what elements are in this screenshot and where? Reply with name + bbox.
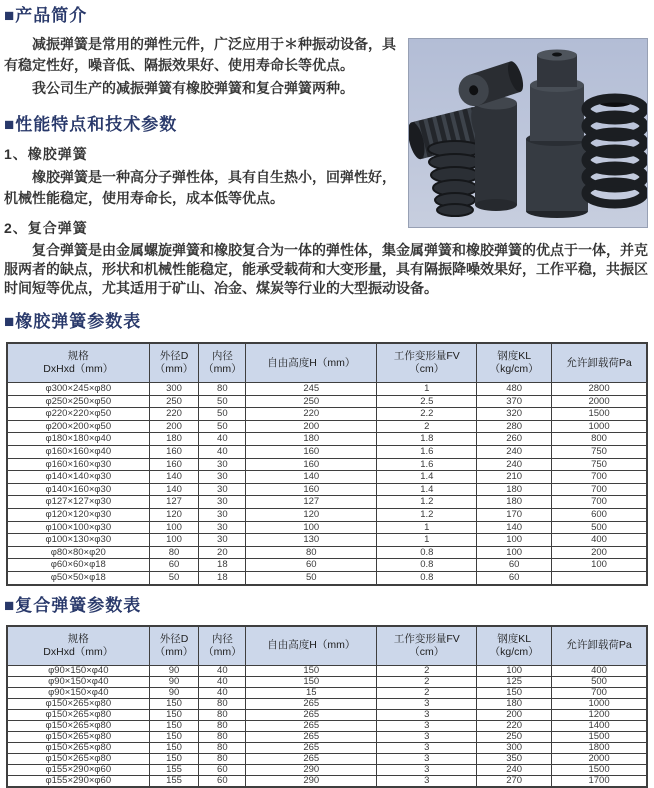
table-cell: 250 [149,395,199,408]
table-cell: 200 [477,709,552,720]
table-cell: 160 [246,445,377,458]
table-cell: 3 [377,775,477,787]
table-cell: 1000 [552,698,647,709]
table-cell: φ150×265×φ80 [7,742,149,753]
table-row [7,764,647,775]
table-cell: 150 [149,720,199,731]
table-cell: 40 [199,687,246,698]
table-cell: φ150×265×φ80 [7,720,149,731]
column-header: 规格 DxHxd（mm） [7,626,149,666]
spring-products-image [409,39,647,227]
table-cell: 400 [552,534,647,547]
table-cell: 20 [199,546,246,559]
table-cell: 30 [199,483,246,496]
table-cell: φ220×220×φ50 [7,408,149,421]
table-cell: 30 [199,534,246,547]
table-cell: 1700 [552,775,647,787]
table-cell: 3 [377,764,477,775]
table-cell: 2 [377,687,477,698]
table-cell: 90 [149,687,199,698]
table-cell: φ250×250×φ50 [7,395,149,408]
column-header: 钢度KL （kg/cm） [477,626,552,666]
table-cell: 170 [477,508,552,521]
table-cell: 50 [199,420,246,433]
table-cell: 240 [477,445,552,458]
table-cell: 200 [149,420,199,433]
section-title-intro: ■产品简介 [4,6,88,25]
table-cell: 0.8 [377,571,477,584]
table-cell: 265 [246,753,377,764]
table-cell: 200 [246,420,377,433]
table-row [7,676,647,687]
table-cell: 60 [246,559,377,572]
table-cell: 150 [149,698,199,709]
table-cell: 140 [477,521,552,534]
column-header: 允许卸载荷Pa [552,343,647,383]
table-cell: 700 [552,687,647,698]
table-cell: 1.6 [377,445,477,458]
table-cell: 150 [246,676,377,687]
table-cell: 260 [477,433,552,446]
table-row [7,742,647,753]
table-cell: 80 [199,753,246,764]
table-cell: 160 [246,458,377,471]
table-cell: 2000 [552,753,647,764]
table-cell: 50 [199,408,246,421]
table-cell: 100 [477,665,552,676]
column-header: 内径 （mm） [199,626,246,666]
table-cell: 100 [477,546,552,559]
table-cell: 18 [199,571,246,584]
section-title-features: ■性能特点和技术参数 [4,115,178,134]
rubber-table-body [7,383,647,585]
table-cell: φ50×50×φ18 [7,571,149,584]
table-cell: 180 [149,433,199,446]
table-cell: φ155×290×φ60 [7,764,149,775]
table-cell: 125 [477,676,552,687]
table-cell: 40 [199,665,246,676]
table-cell: 240 [477,458,552,471]
table-cell: 700 [552,496,647,509]
table-cell: 3 [377,720,477,731]
table-cell: 150 [149,731,199,742]
table-cell: 100 [477,534,552,547]
table-cell: 155 [149,775,199,787]
table-row [7,433,647,446]
table-cell: φ90×150×φ40 [7,687,149,698]
table-cell: 50 [149,571,199,584]
table-row [7,458,647,471]
table-cell: 300 [149,383,199,396]
table-cell: 1 [377,383,477,396]
table-cell: 600 [552,508,647,521]
table-cell: φ180×180×φ40 [7,433,149,446]
table-cell: 1000 [552,420,647,433]
table-cell: 155 [149,764,199,775]
table-cell: 265 [246,742,377,753]
feature-rubber-title: 1、橡胶弹簧 [4,146,88,162]
table-cell: 1 [377,521,477,534]
feature-rubber-text: 橡胶弹簧是一种高分子弹性体，具有自生热小，回弹性好，机械性能稳定，使用寿命长，成本低等优点。 [4,169,396,206]
table-cell: 480 [477,383,552,396]
table-cell: 400 [552,665,647,676]
table-cell: 80 [199,731,246,742]
table-cell: 220 [477,720,552,731]
table-cell: 265 [246,698,377,709]
table-row [7,709,647,720]
table-cell: 500 [552,521,647,534]
table-cell: 180 [246,433,377,446]
table-cell: 3 [377,709,477,720]
table-cell: 1400 [552,720,647,731]
table-cell: 30 [199,471,246,484]
table-cell: 290 [246,764,377,775]
table-cell: 160 [149,445,199,458]
table-cell: 180 [477,698,552,709]
table-row [7,559,647,572]
table-cell: φ155×290×φ60 [7,775,149,787]
table-cell: 150 [149,753,199,764]
table-cell: 18 [199,559,246,572]
table-row [7,698,647,709]
table-cell: 210 [477,471,552,484]
table-row [7,546,647,559]
table-cell: 250 [477,731,552,742]
column-header: 外径D （mm） [149,626,199,666]
table-cell: 30 [199,458,246,471]
table-cell: 2 [377,676,477,687]
table-row [7,508,647,521]
intro-paragraph-2: 我公司生产的减振弹簧有橡胶弹簧和复合弹簧两种。 [32,80,354,96]
table-cell: φ150×265×φ80 [7,731,149,742]
table-cell: 80 [199,720,246,731]
composite-table-header [7,626,647,666]
table-cell: 2 [377,420,477,433]
table-cell: 100 [246,521,377,534]
table-cell: 30 [199,521,246,534]
column-header: 规格 DxHxd（mm） [7,343,149,383]
composite-table-body [7,665,647,787]
table-cell: 800 [552,433,647,446]
table-cell: φ150×265×φ80 [7,709,149,720]
table-row [7,420,647,433]
table-cell: 1.4 [377,471,477,484]
table-cell: 280 [477,420,552,433]
table-cell: 250 [246,395,377,408]
table-cell: 140 [246,471,377,484]
table-cell: 0.8 [377,559,477,572]
table-row [7,496,647,509]
table-cell: 100 [149,534,199,547]
table-cell: φ90×150×φ40 [7,676,149,687]
table-cell: 750 [552,445,647,458]
table-cell: 1.8 [377,433,477,446]
table-cell: 200 [552,546,647,559]
table-cell: 160 [149,458,199,471]
table-cell: 80 [199,742,246,753]
product-photo [408,38,648,228]
composite-spring-params-table [6,625,648,788]
table-cell: 3 [377,731,477,742]
table-cell: 50 [199,395,246,408]
table-cell: 120 [149,508,199,521]
table-cell: 40 [199,676,246,687]
table-cell: φ90×150×φ40 [7,665,149,676]
table-cell: φ80×80×φ20 [7,546,149,559]
table-cell: 180 [477,483,552,496]
table-cell: 270 [477,775,552,787]
table-cell: 30 [199,508,246,521]
table-cell: φ127×127×φ30 [7,496,149,509]
table-cell: 150 [149,742,199,753]
table-cell: 1500 [552,731,647,742]
table-cell: 3 [377,698,477,709]
column-header: 工作变形量FV （cm） [377,626,477,666]
table-cell: 700 [552,471,647,484]
table-cell: 127 [246,496,377,509]
table-cell: φ300×245×φ80 [7,383,149,396]
table-cell: 30 [199,496,246,509]
table-cell: 80 [246,546,377,559]
table-cell: 150 [149,709,199,720]
table-cell: 370 [477,395,552,408]
table-cell: 290 [246,775,377,787]
table-cell: 1.4 [377,483,477,496]
table-cell: 750 [552,458,647,471]
column-header: 自由高度H（mm） [246,343,377,383]
table-cell: 240 [477,764,552,775]
table-row [7,395,647,408]
table-cell: φ60×60×φ18 [7,559,149,572]
table-cell: 2800 [552,383,647,396]
table-row [7,665,647,676]
table-cell: 300 [477,742,552,753]
table-cell: 60 [477,571,552,584]
table-cell: 60 [149,559,199,572]
table-cell: 0.8 [377,546,477,559]
table-cell: 2 [377,665,477,676]
table-cell: 140 [149,483,199,496]
header-row [7,626,647,666]
table-cell: 100 [149,521,199,534]
table-row [7,383,647,396]
table-cell: 80 [199,709,246,720]
table-cell: φ150×265×φ80 [7,698,149,709]
table-cell: 265 [246,731,377,742]
section-title-rubber-table: ■橡胶弹簧参数表 [4,312,142,331]
table-cell: 60 [199,764,246,775]
table-cell: 40 [199,433,246,446]
table-cell [552,571,647,584]
table-cell: 2.2 [377,408,477,421]
table-cell: 127 [149,496,199,509]
table-cell: 220 [149,408,199,421]
table-cell: 60 [199,775,246,787]
table-cell: 500 [552,676,647,687]
table-cell: 1500 [552,764,647,775]
column-header: 钢度KL （kg/cm） [477,343,552,383]
table-cell: 80 [149,546,199,559]
table-cell: 80 [199,383,246,396]
table-cell: 150 [477,687,552,698]
table-cell: 50 [246,571,377,584]
table-cell: 1 [377,534,477,547]
table-cell: 1200 [552,709,647,720]
table-row [7,471,647,484]
table-cell: 100 [552,559,647,572]
table-row [7,753,647,764]
table-cell: 320 [477,408,552,421]
table-cell: 350 [477,753,552,764]
table-cell: 2000 [552,395,647,408]
table-cell: 90 [149,676,199,687]
table-row [7,521,647,534]
table-cell: φ140×160×φ30 [7,483,149,496]
table-cell: 15 [246,687,377,698]
table-cell: 90 [149,665,199,676]
table-cell: 265 [246,720,377,731]
table-cell: φ200×200×φ50 [7,420,149,433]
table-cell: φ160×160×φ40 [7,445,149,458]
table-cell: φ120×120×φ30 [7,508,149,521]
table-cell: 150 [246,665,377,676]
rubber-spring-params-table [6,342,648,586]
table-cell: 220 [246,408,377,421]
table-cell: 3 [377,742,477,753]
rubber-table-header [7,343,647,383]
table-cell: 180 [477,496,552,509]
table-row [7,408,647,421]
column-header: 允许卸载荷Pa [552,626,647,666]
table-cell: 2.5 [377,395,477,408]
table-row [7,731,647,742]
coil-spring-shape [586,97,644,204]
table-cell: 130 [246,534,377,547]
table-row [7,720,647,731]
table-cell: 120 [246,508,377,521]
section-title-composite-table: ■复合弹簧参数表 [4,595,142,615]
table-cell: 3 [377,753,477,764]
table-cell: φ140×140×φ30 [7,471,149,484]
table-cell: φ100×100×φ30 [7,521,149,534]
table-cell: 1.6 [377,458,477,471]
table-row [7,571,647,584]
table-cell: φ160×160×φ30 [7,458,149,471]
table-row [7,483,647,496]
table-cell: 140 [149,471,199,484]
column-header: 外径D （mm） [149,343,199,383]
column-header: 自由高度H（mm） [246,626,377,666]
table-cell: 40 [199,445,246,458]
table-row [7,775,647,787]
table-cell: 265 [246,709,377,720]
table-row [7,687,647,698]
table-cell: 700 [552,483,647,496]
table-cell: 245 [246,383,377,396]
table-cell: φ150×265×φ80 [7,753,149,764]
table-cell: φ100×130×φ30 [7,534,149,547]
table-cell: 80 [199,698,246,709]
table-cell: 1800 [552,742,647,753]
intro-paragraph-1: 减振弹簧是常用的弹性元件，广泛应用于＊种振动设备，具有稳定性好，噪音低、隔振效果好、使用寿命长等优点。 [4,36,396,73]
column-header: 工作变形量FV （cm） [377,343,477,383]
table-row [7,445,647,458]
feature-composite-title: 2、复合弹簧 [4,220,88,236]
column-header: 内径 （mm） [199,343,246,383]
table-row [7,534,647,547]
table-cell: 160 [246,483,377,496]
header-row [7,343,647,383]
table-cell: 1.2 [377,496,477,509]
table-cell: 60 [477,559,552,572]
table-cell: 1500 [552,408,647,421]
feature-composite-text: 复合弹簧是由金属螺旋弹簧和橡胶复合为一体的弹性体，集金属弹簧和橡胶弹簧的优点于一体，并克服两者的缺点，形状和机械性能稳定，能承受载荷和大变形量，具有隔振降噪效果好，工作平稳，共振区时间短等优点，尤其适用于矿山、冶金、煤炭等行业的大型振动设备。 [4,242,648,296]
table-cell: 1.2 [377,508,477,521]
